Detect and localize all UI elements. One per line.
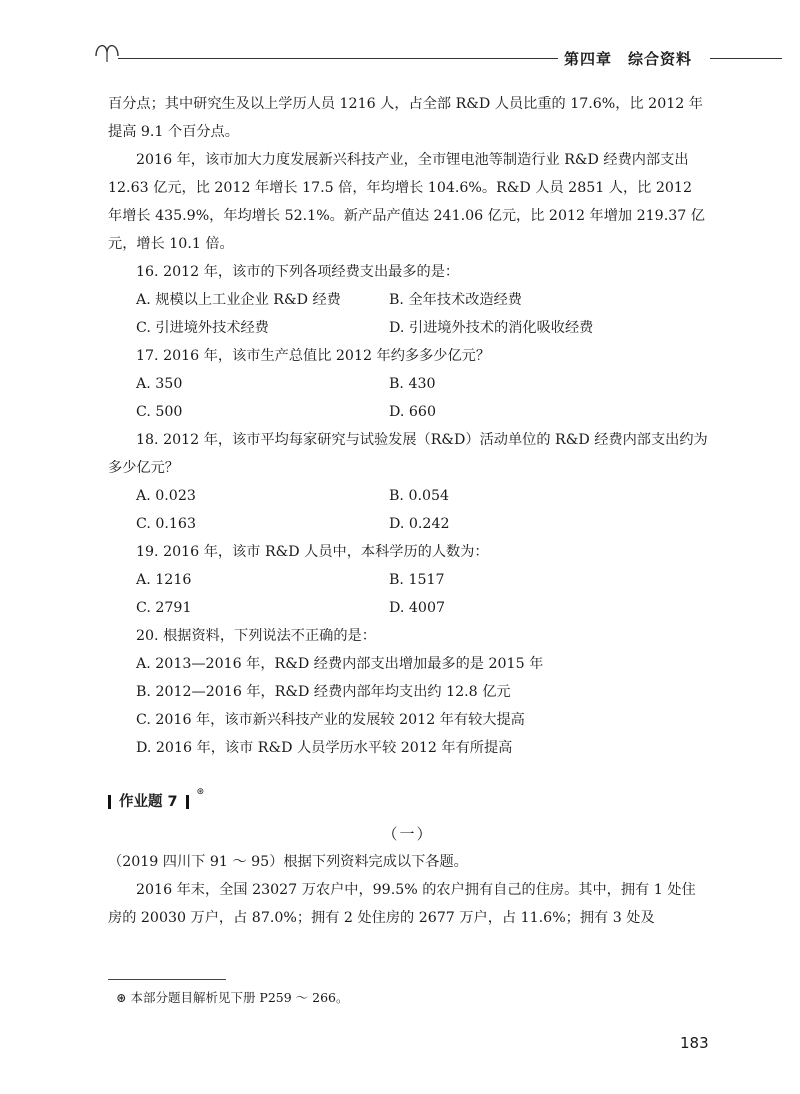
option-row	[108, 398, 708, 426]
question-16: 16. 2012 年，该市的下列各项经费支出最多的是：	[136, 264, 460, 280]
option: B. 1517	[389, 572, 445, 588]
option-row	[108, 594, 708, 622]
option: A. 0.023	[136, 488, 196, 504]
option-row	[108, 286, 708, 314]
option: C. 0.163	[136, 516, 196, 532]
running-header	[92, 36, 782, 76]
chapter-title: 第四章 综合资料	[564, 50, 693, 68]
question-20: 20. 根据资料，下列说法不正确的是：	[136, 628, 376, 644]
option: A. 2013—2016 年，R&D 经费内部支出增加最多的是 2015 年	[136, 656, 544, 672]
option-row	[108, 510, 708, 538]
option: C. 2791	[136, 600, 192, 616]
footnote: ⊛ 本部分题目解析见下册 P259 ～ 266。	[116, 990, 349, 1005]
question-18: 18. 2012 年，该市平均每家研究与试验发展（R&D）活动单位的 R&D 经费内部支出约为多少亿元？	[108, 432, 708, 476]
page-body	[108, 90, 708, 932]
header-rule-right	[710, 58, 782, 59]
paragraph: 2016 年末，全国 23027 万农户中，99.5% 的农户拥有自己的住房。其中，拥有 1 处住房的 20030 万户，占 87.0%；拥有 2 处住房的 2677 万户，占 11.6%；拥有 3 处及	[108, 882, 696, 926]
heading-bar	[186, 795, 189, 809]
section-title: 作业题 7	[119, 794, 178, 810]
option-row	[108, 314, 708, 342]
option: A. 规模以上工业企业 R&D 经费	[136, 292, 341, 308]
option-row	[108, 370, 708, 398]
footnote-rule	[108, 979, 226, 980]
option: D. 引进境外技术的消化吸收经费	[389, 320, 594, 336]
footnote-mark: ⊛	[196, 787, 205, 797]
header-rule-left	[118, 58, 558, 59]
section-heading	[108, 788, 708, 816]
option: D. 0.242	[389, 516, 450, 532]
option: B. 2012—2016 年，R&D 经费内部年均支出约 12.8 亿元	[136, 684, 511, 700]
option: D. 4007	[389, 600, 445, 616]
option: C. 引进境外技术经费	[136, 320, 269, 336]
option: A. 350	[136, 376, 183, 392]
option: A. 1216	[136, 572, 192, 588]
option: C. 2016 年，该市新兴科技产业的发展较 2012 年有较大提高	[136, 712, 525, 728]
option: B. 430	[389, 376, 436, 392]
paragraph: 百分点；其中研究生及以上学历人员 1216 人，占全部 R&D 人员比重的 17.6%，比 2012 年提高 9.1 个百分点。	[108, 96, 703, 140]
option: B. 0.054	[389, 488, 450, 504]
page-number: 183	[680, 1034, 709, 1052]
option: C. 500	[136, 404, 183, 420]
option: D. 2016 年，该市 R&D 人员学历水平较 2012 年有所提高	[136, 740, 513, 756]
question-19: 19. 2016 年，该市 R&D 人员中，本科学历的人数为：	[136, 544, 489, 560]
paragraph: 2016 年，该市加大力度发展新兴科技产业，全市锂电池等制造行业 R&D 经费内部支出 12.63 亿元，比 2012 年增长 17.5 倍，年均增长 104.6%。R&D 人员 2851 人，比 2012 年增长 435.9%，年均增长 52.1%。新产品产值达 241.06 亿元，比 2012 年增加 219.37 亿元，增长 10.1 倍。	[108, 152, 705, 252]
sub-title: （一）	[382, 825, 434, 843]
intro-line: （2019 四川下 91 ～ 95）根据下列资料完成以下各题。	[108, 854, 468, 870]
heading-bar	[108, 795, 111, 809]
option-row	[108, 482, 708, 510]
option: B. 全年技术改造经费	[389, 292, 522, 308]
question-17: 17. 2016 年，该市生产总值比 2012 年约多多少亿元？	[136, 348, 491, 364]
option: D. 660	[389, 404, 436, 420]
option-row	[108, 566, 708, 594]
leaf-icon	[92, 36, 122, 64]
